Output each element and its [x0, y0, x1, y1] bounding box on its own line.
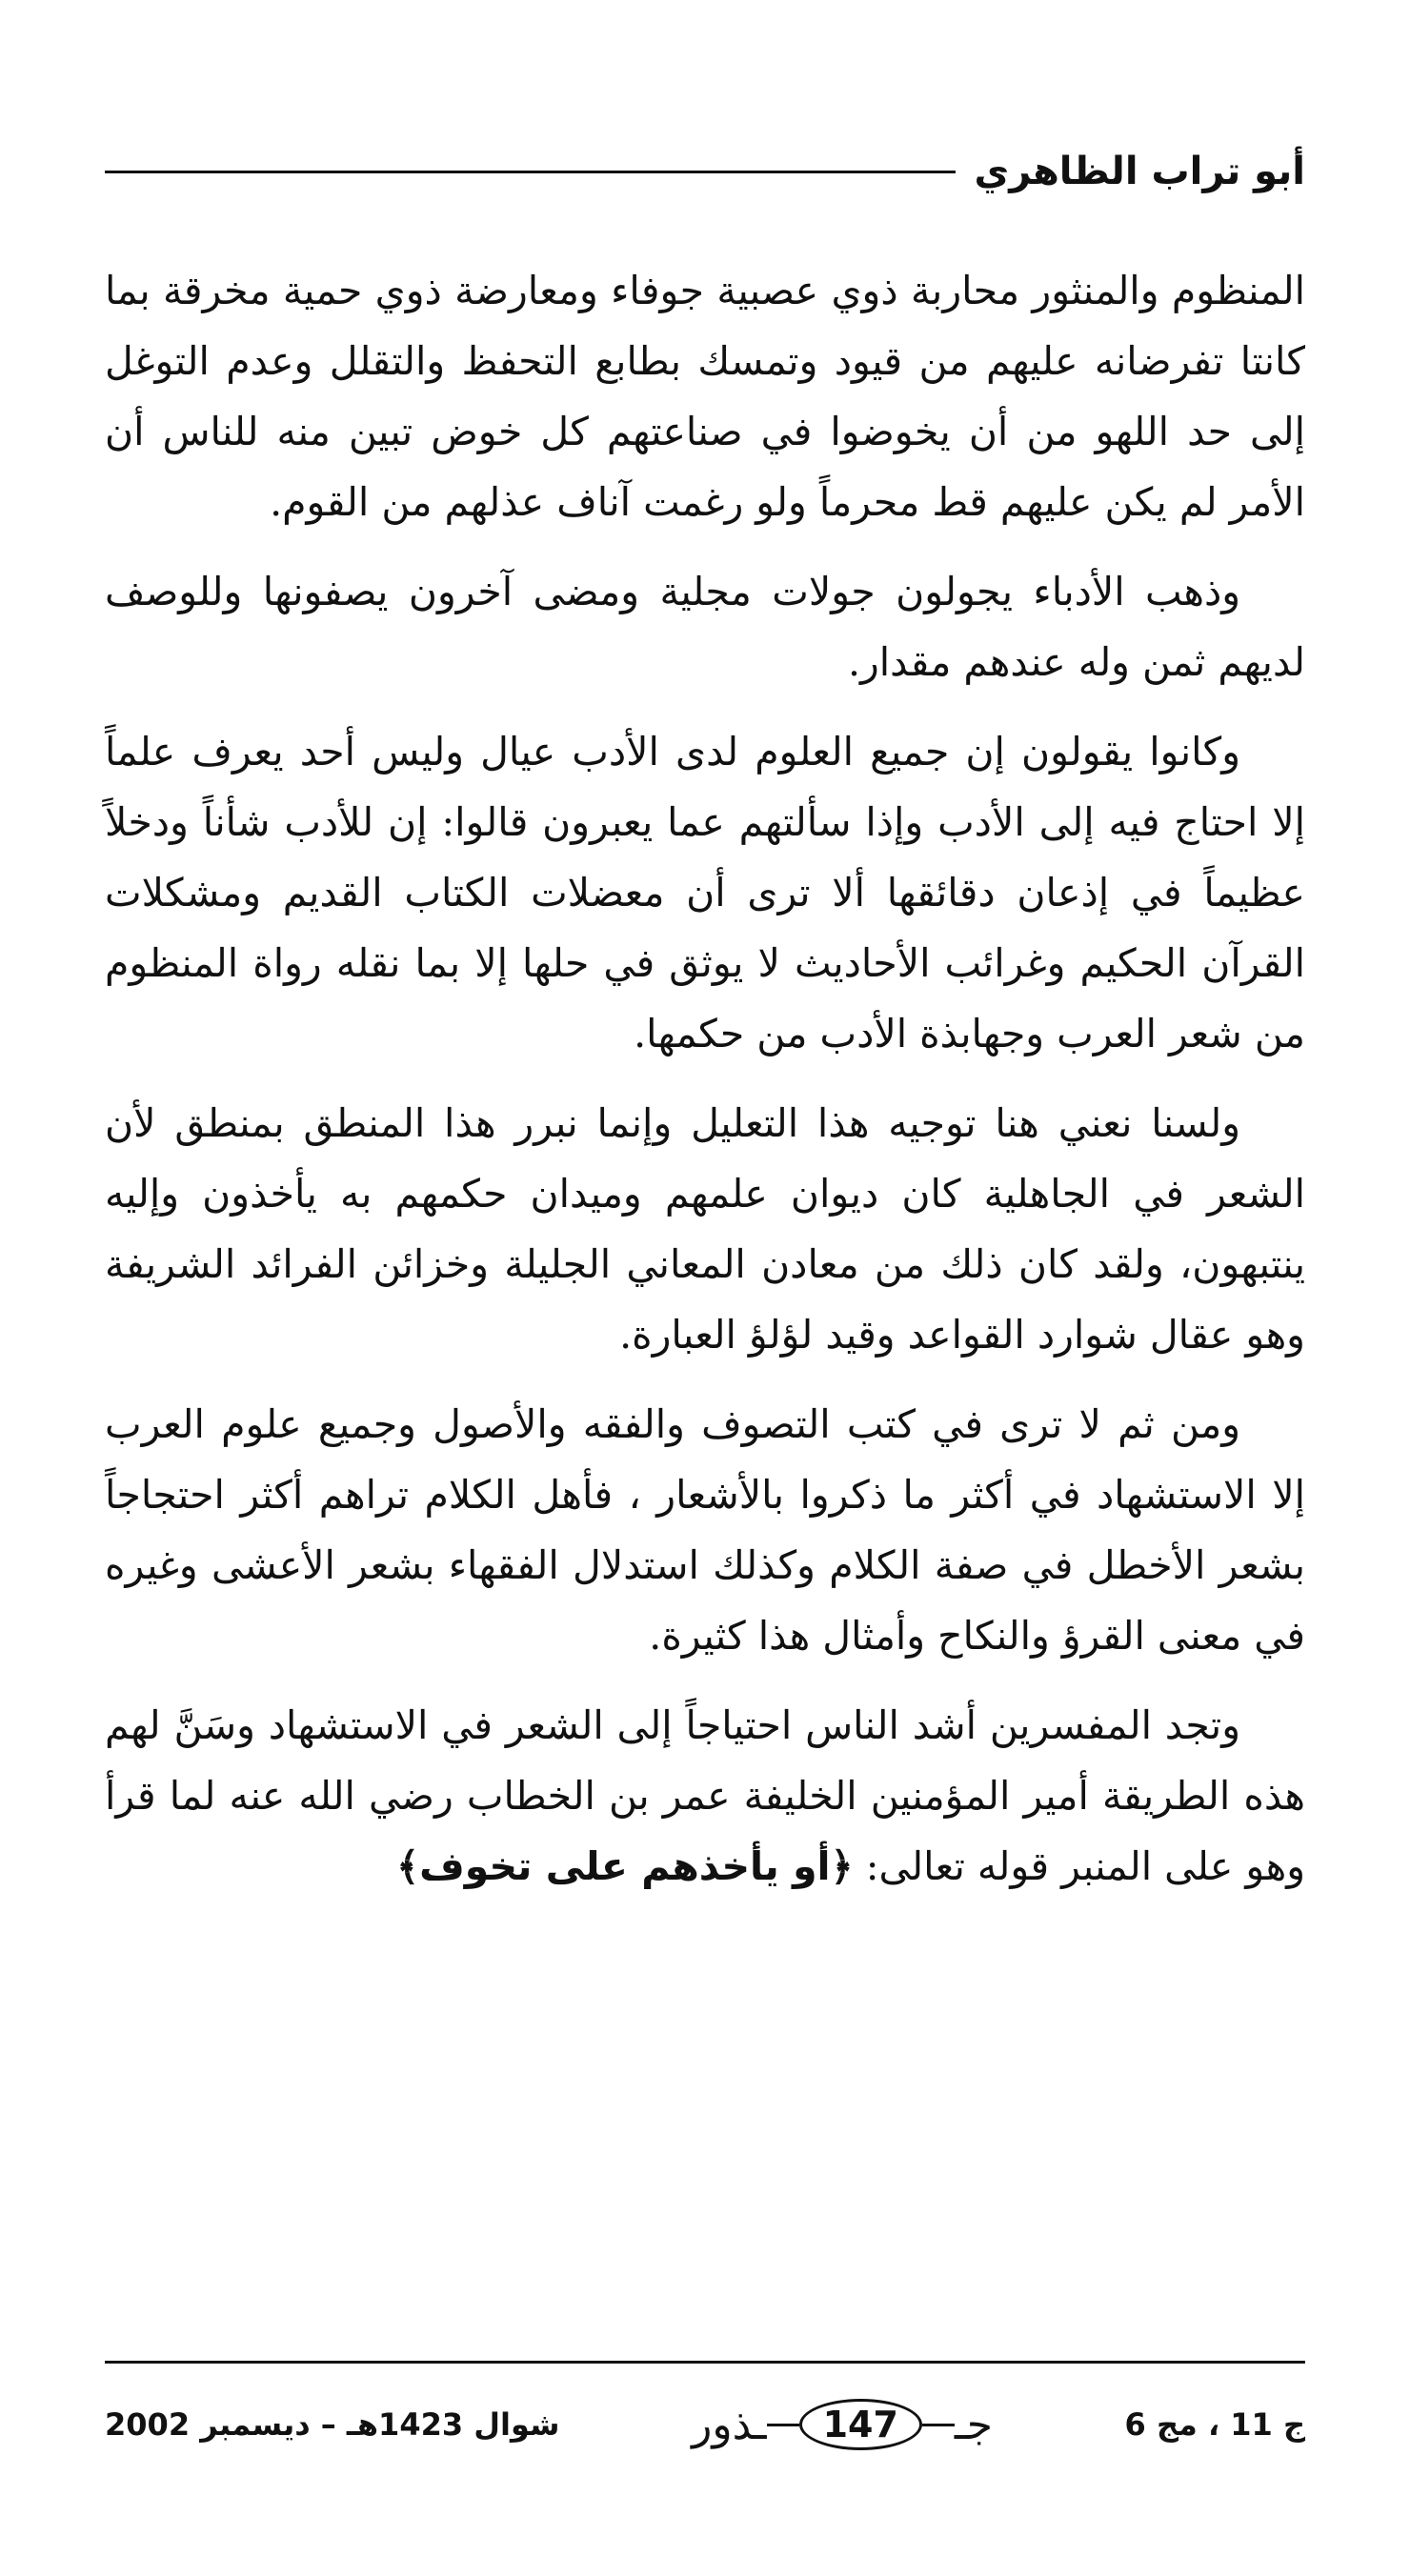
- journal-name-part-b: ـذور: [692, 2400, 767, 2449]
- footer-rule: [105, 2361, 1305, 2364]
- footer-issue: ج 11 ، مج 6: [1124, 2406, 1305, 2443]
- header-author: أبو تراب الظاهري: [974, 150, 1305, 193]
- paragraph-last: [105, 1690, 1305, 1902]
- paragraph: المنظوم والمنثور محاربة ذوي عصبية جوفاء ومعارضة ذوي حمية مخرقة بما كانتا تفرضانه عليهم من قيود وتمسك بطابع التحفظ والتقلل وعدم التوغل إلى حد اللهو من أن يخوضوا في صناعتهم كل خوض تبين منه للناس أن الأمر لم يكن عليهم قط محرماً ولو رغمت آناف عذلهم من القوم.: [105, 268, 1306, 525]
- quran-quote: ﴿أو يأخذهم على تخوف﴾: [396, 1843, 854, 1889]
- footer-date: شوال 1423هـ – ديسمبر 2002: [105, 2406, 560, 2443]
- paragraph-last-text: وتجد المفسرين أشد الناس احتياجاً إلى الشعر في الاستشهاد وسَنَّ لهم هذه الطريقة أمير المؤمنين الخليفة عمر بن الخطاب رضي الله عنه لما قرأ وهو على المنبر قوله تعالى:: [105, 1702, 1305, 1889]
- paragraph: وكانوا يقولون إن جميع العلوم لدى الأدب عيال وليس أحد يعرف علماً إلا احتاج فيه إلى الأدب وإذا سألتهم عما يعبرون قالوا: إن للأدب شأناً ودخلاً عظيماً في إذعان دقائقها ألا ترى أن معضلات الكتاب القديم ومشكلات القرآن الحكيم وغرائب الأحاديث لا يوثق في حلها إلا بما نقله رواة المنظوم من شعر العرب وجهابذة الأدب من حكمها.: [105, 729, 1305, 1057]
- journal-mark: [692, 2399, 993, 2450]
- paragraph: ولسنا نعني هنا توجيه هذا التعليل وإنما نبرر هذا المنطق بمنطق لأن الشعر في الجاهلية كان ديوان علمهم وميدان حكمهم به يأخذون وإليه ينتبهون، ولقد كان ذلك من معادن المعاني الجليلة وخزائن الفرائد الشريفة وهو عقال شوارد القواعد وقيد لؤلؤ العبارة.: [105, 1100, 1305, 1358]
- page-number: 147: [799, 2399, 922, 2450]
- paragraph: ومن ثم لا ترى في كتب التصوف والفقه والأصول وجميع علوم العرب إلا الاستشهاد في أكثر ما ذكروا بالأشعار ، فأهل الكلام تراهم أكثر احتجاجاً بشعر الأخطل في صفة الكلام وكذلك استدلال الفقهاء بشعر الأعشى وغيره في معنى القرؤ والنكاح وأمثال هذا كثيرة.: [105, 1401, 1305, 1659]
- running-header: [105, 133, 1305, 210]
- journal-connector: [922, 2424, 955, 2426]
- journal-name-part-a: جـ: [954, 2400, 993, 2449]
- page-footer: [105, 2382, 1305, 2467]
- body-text: [105, 255, 1305, 1921]
- paragraph: وذهب الأدباء يجولون جولات مجلية ومضى آخرون يصفونها وللوصف لديهم ثمن وله عندهم مقدار.: [105, 569, 1305, 685]
- journal-connector: [767, 2424, 799, 2426]
- header-rule: [105, 171, 956, 173]
